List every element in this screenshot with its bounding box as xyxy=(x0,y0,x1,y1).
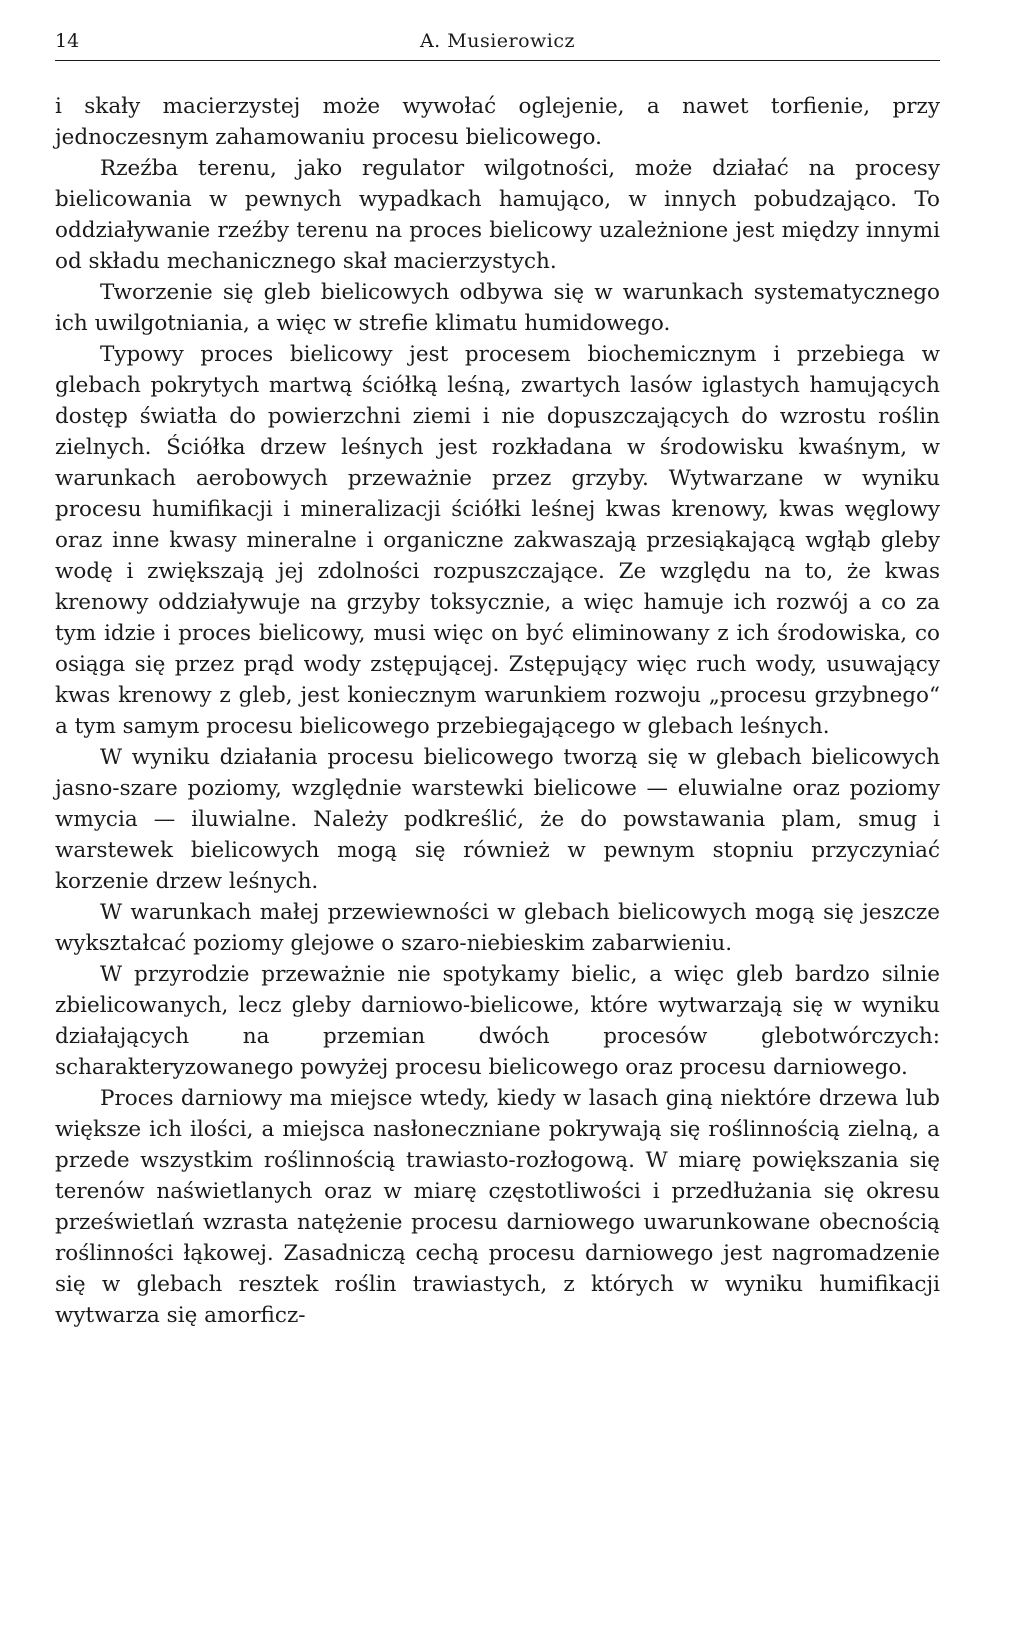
paragraph: Rzeźba terenu, jako regulator wilgotności, może działać na procesy bielicowania w pewnych wypadkach hamująco, w innych pobudzająco. To oddziaływanie rzeźby terenu na proces bielicowy uzależnione jest między innymi od składu mechanicznego skał macierzystych. xyxy=(55,156,940,274)
paragraph: Proces darniowy ma miejsce wtedy, kiedy w lasach giną niektóre drzewa lub większe ich ilości, a miejsca nasłoneczniane pokrywają się roślinnością zielną, a przede wszystkim roślinnością trawiasto-rozłogową. W miarę powiększania się terenów naświetlanych oraz w miarę częstotliwości i przedłużania się okresu prześwietlań wzrasta natężenie procesu darniowego uwarunkowane obecnością roślinności łąkowej. Zasadniczą cechą procesu darniowego jest nagromadzenie się w glebach resztek roślin trawiastych, z których w wyniku humifikacji wytwarza się amorficz- xyxy=(55,1086,940,1328)
paragraph: W przyrodzie przeważnie nie spotykamy bielic, a więc gleb bardzo silnie zbielicowanych, lecz gleby darniowo-bielicowe, które wytwarzają się w wyniku działających na przemian dwóch procesów glebotwórczych: scharakteryzowanego powyżej procesu bielicowego oraz procesu darniowego. xyxy=(55,962,940,1080)
paragraph: i skały macierzystej może wywołać oglejenie, a nawet torfienie, przy jednoczesnym zahamowaniu procesu bielicowego. xyxy=(55,94,940,150)
running-header xyxy=(55,28,940,61)
body-text xyxy=(55,91,940,1331)
paragraph: W wyniku działania procesu bielicowego tworzą się w glebach bielicowych jasno-szare poziomy, względnie warstewki bielicowe — eluwialne oraz poziomy wmycia — iluwialne. Należy podkreślić, że do powstawania plam, smug i warstewek bielicowych mogą się również w pewnym stopniu przyczyniać korzenie drzew leśnych. xyxy=(55,745,940,894)
book-page xyxy=(55,28,940,1331)
page-number: 14 xyxy=(55,30,80,52)
paragraph: Typowy proces bielicowy jest procesem biochemicznym i przebiega w glebach pokrytych martwą ściółką leśną, zwartych lasów iglastych hamujących dostęp światła do powierzchni ziemi i nie dopuszczających do wzrostu roślin zielnych. Ściółka drzew leśnych jest rozkładana w środowisku kwaśnym, w warunkach aerobowych przeważnie przez grzyby. Wytwarzane w wyniku procesu humifikacji i mineralizacji ściółki leśnej kwas krenowy, kwas węglowy oraz inne kwasy mineralne i organiczne zakwaszają przesiąkającą wgłąb gleby wodę i zwiększają jej zdolności rozpuszczające. Ze względu na to, że kwas krenowy oddziaływuje na grzyby toksycznie, a więc hamuje ich rozwój a co za tym idzie i proces bielicowy, musi więc on być eliminowany z ich środowiska, co osiąga się przez prąd wody zstępującej. Zstępujący więc ruch wody, usuwający kwas krenowy z gleb, jest koniecznym warunkiem rozwoju „procesu grzybnego“ a tym samym procesu bielicowego przebiegającego w glebach leśnych. xyxy=(55,342,940,739)
running-title: A. Musierowicz xyxy=(419,30,576,52)
paragraph: Tworzenie się gleb bielicowych odbywa się w warunkach systematycznego ich uwilgotniania, a więc w strefie klimatu humidowego. xyxy=(55,280,940,336)
paragraph: W warunkach małej przewiewności w glebach bielicowych mogą się jeszcze wykształcać poziomy glejowe o szaro-niebieskim zabarwieniu. xyxy=(55,900,940,956)
